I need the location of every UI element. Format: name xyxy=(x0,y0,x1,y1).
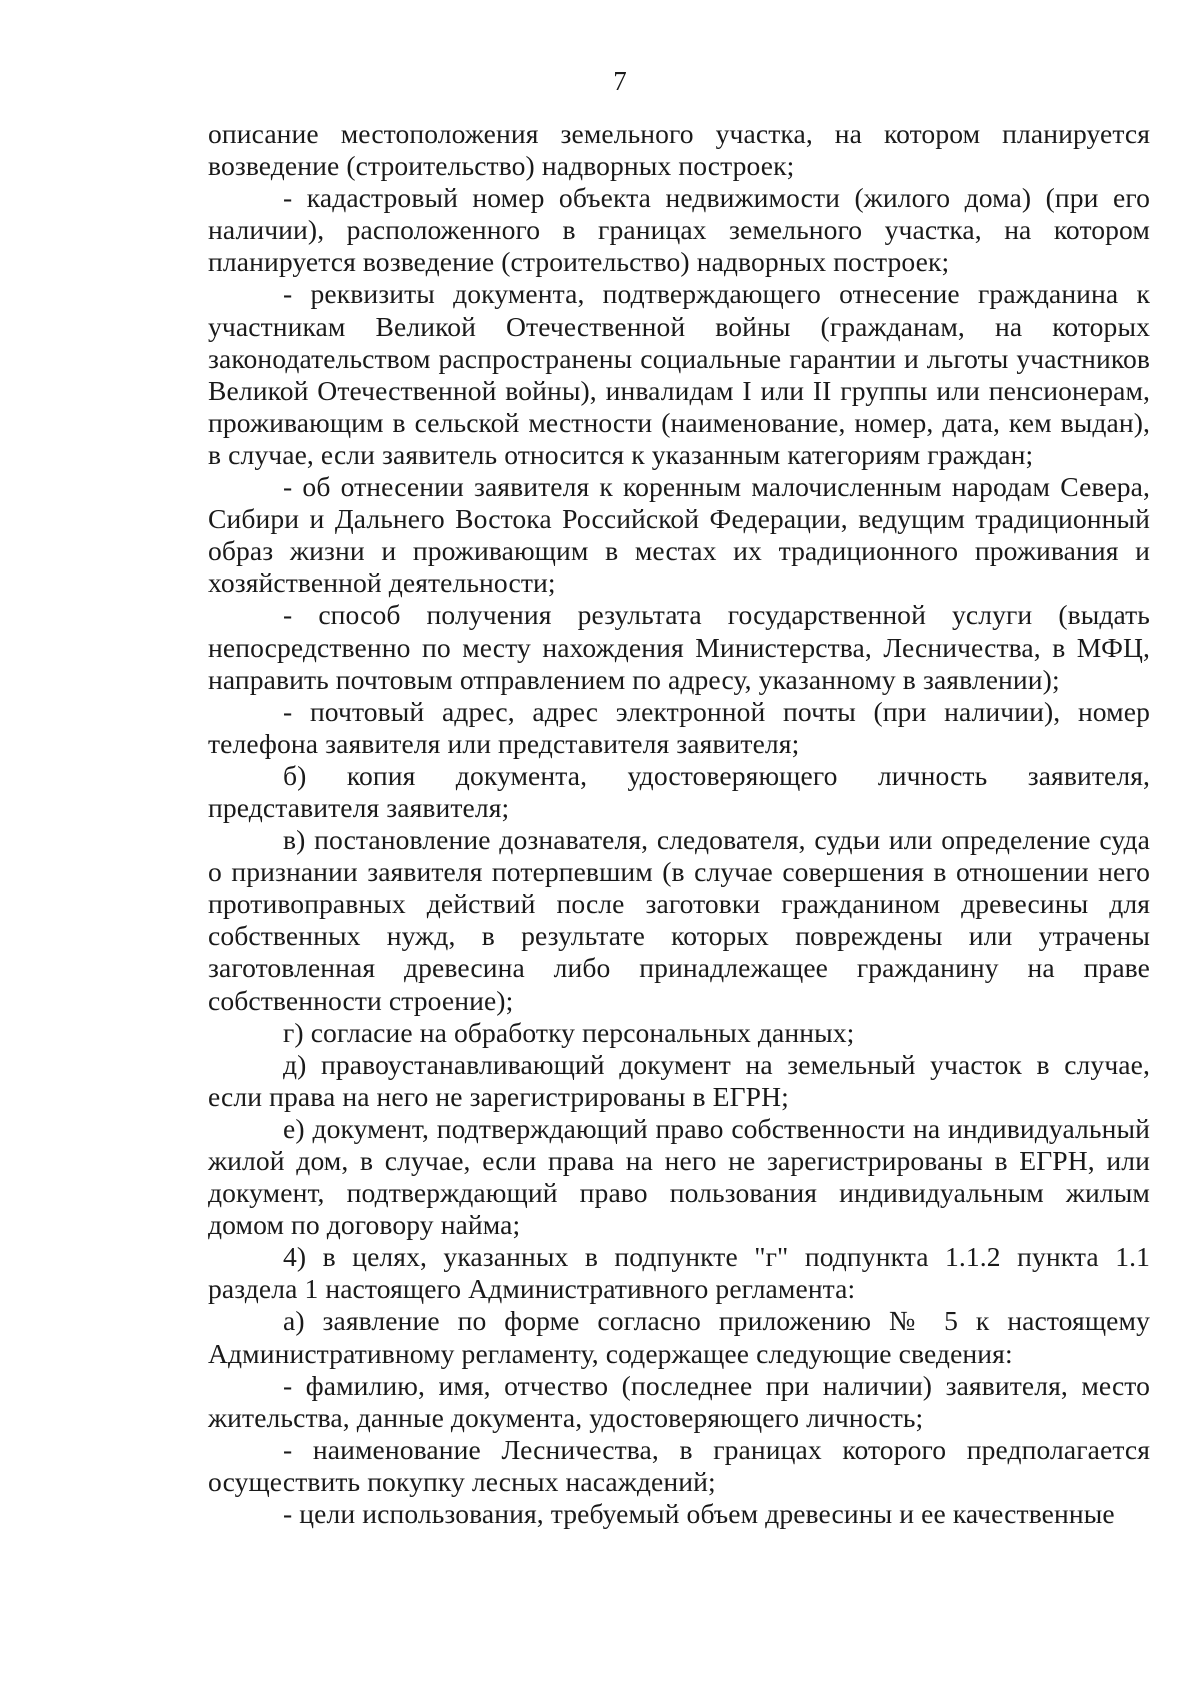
paragraph-victim-resolution: в) постановление дознавателя, следователя, судьи или определение суда о признании заявителя потерпевшим (в случае совершения в отношении него противоправных действий после заготовки гражданином древесины для собственных нужд, в результате которых повреждены или утрачены заготовленная древесина либо принадлежащее гражданину на праве собственности строение); xyxy=(208,824,1150,1016)
paragraph-applicant-name: - фамилию, имя, отчество (последнее при наличии) заявителя, место жительства, данные документа, удостоверяющего личность; xyxy=(208,1369,1150,1433)
paragraph-result-delivery-method: - способ получения результата государственной услуги (выдать непосредственно по месту нахождения Министерства, Лесничества, в МФЦ, направить почтовым отправлением по адресу, указанному в заявлении); xyxy=(208,599,1150,695)
paragraph-indigenous-peoples: - об отнесении заявителя к коренным малочисленным народам Севера, Сибири и Дальнего Востока Российской Федерации, ведущим традиционный образ жизни и проживающим в местах их традиционного проживания и хозяйственной деятельности; xyxy=(208,471,1150,599)
paragraph-purpose-4: 4) в целях, указанных в подпункте "г" подпункта 1.1.2 пункта 1.1 раздела 1 настоящего Административного регламента: xyxy=(208,1241,1150,1305)
paragraph-location-description: описание местоположения земельного участка, на котором планируется возведение (строительство) надворных построек; xyxy=(208,118,1150,182)
paragraph-forestry-name: - наименование Лесничества, в границах которого предполагается осуществить покупку лесных насаждений; xyxy=(208,1433,1150,1497)
paragraph-usage-purpose: - цели использования, требуемый объем древесины и ее качественные xyxy=(283,1498,1115,1530)
paragraph-contact-details: - почтовый адрес, адрес электронной почты (при наличии), номер телефона заявителя или представителя заявителя; xyxy=(208,695,1150,759)
document-body xyxy=(208,118,1150,1530)
paragraph-application-form-5: а) заявление по форме согласно приложению № 5 к настоящему Административному регламенту, содержащее следующие сведения: xyxy=(208,1305,1150,1369)
paragraph-identity-copy: б) копия документа, удостоверяющего личность заявителя, представителя заявителя; xyxy=(208,759,1150,823)
paragraph-land-title-document: д) правоустанавливающий документ на земельный участок в случае, если права на него не зарегистрированы в ЕГРН; xyxy=(208,1048,1150,1112)
paragraph-cadastral-number: - кадастровый номер объекта недвижимости (жилого дома) (при его наличии), расположенного в границах земельного участка, на котором планируется возведение (строительство) надворных построек; xyxy=(208,182,1150,278)
page-number: 7 xyxy=(613,66,627,96)
paragraph-veteran-document: - реквизиты документа, подтверждающего отнесение гражданина к участникам Великой Отечественной войны (гражданам, на которых законодательством распространены социальные гарантии и льготы участников Великой Отечественной войны), инвалидам I или II группы или пенсионерам, проживающим в сельской местности (наименование, номер, дата, кем выдан), в случае, если заявитель относится к указанным категориям граждан; xyxy=(208,278,1150,470)
paragraph-house-ownership-document: е) документ, подтверждающий право собственности на индивидуальный жилой дом, в случае, если права на него не зарегистрированы в ЕГРН, или документ, подтверждающий право пользования индивидуальным жилым домом по договору найма; xyxy=(208,1112,1150,1241)
paragraph-data-consent: г) согласие на обработку персональных данных; xyxy=(283,1016,855,1048)
